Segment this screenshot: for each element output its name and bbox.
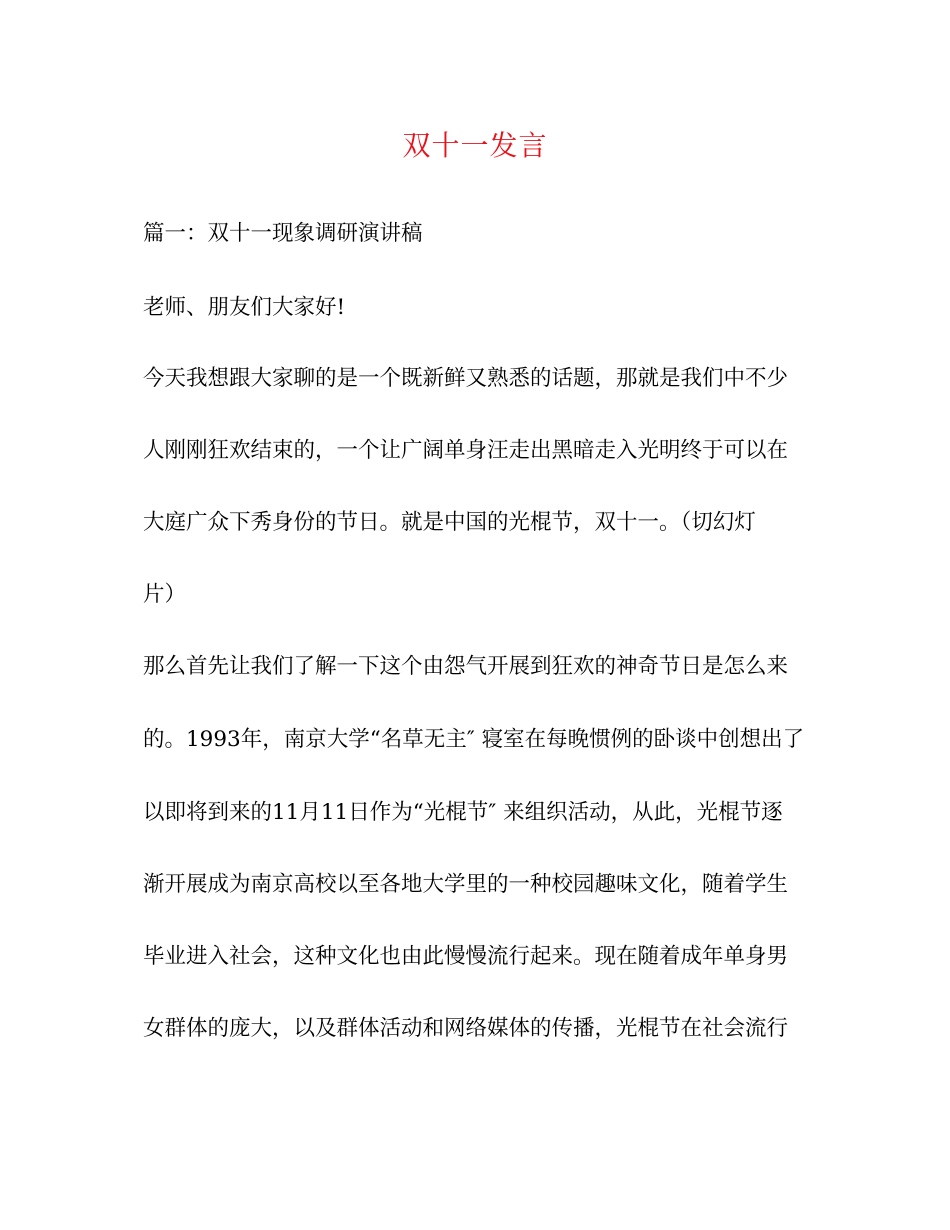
section-heading: 篇一：双十一现象调研演讲稿: [143, 221, 423, 246]
body-line: 人刚刚狂欢结束的，一个让广阔单身汪走出黑暗走入光明终于可以在: [143, 438, 789, 463]
body-line: 毕业进入社会，这种文化也由此慢慢流行起来。现在随着成年单身男: [143, 944, 789, 969]
document-title: 双十一发言: [402, 129, 548, 162]
body-line: 今天我想跟大家聊的是一个既新鲜又熟悉的话题，那就是我们中不少: [143, 366, 789, 391]
body-line: 片）: [143, 582, 187, 607]
body-line: 大庭广众下秀身份的节日。就是中国的光棍节，双十一。（切幻灯: [143, 510, 756, 535]
body-line: 以即将到来的11月11日作为“光棍节″ 来组织活动，从此，光棍节逐: [143, 800, 783, 825]
body-line: 的。1993年，南京大学“名草无主″ 寝室在每晚惯例的卧谈中创想出了: [143, 727, 805, 752]
body-line: 女群体的庞大，以及群体活动和网络媒体的传播，光棍节在社会流行: [143, 1016, 789, 1041]
body-line: 那么首先让我们了解一下这个由怨气开展到狂欢的神奇节日是怎么来: [143, 654, 789, 679]
body-line: 老师、朋友们大家好!: [143, 295, 346, 320]
body-line: 渐开展成为南京高校以至各地大学里的一种校园趣味文化，随着学生: [143, 872, 789, 897]
